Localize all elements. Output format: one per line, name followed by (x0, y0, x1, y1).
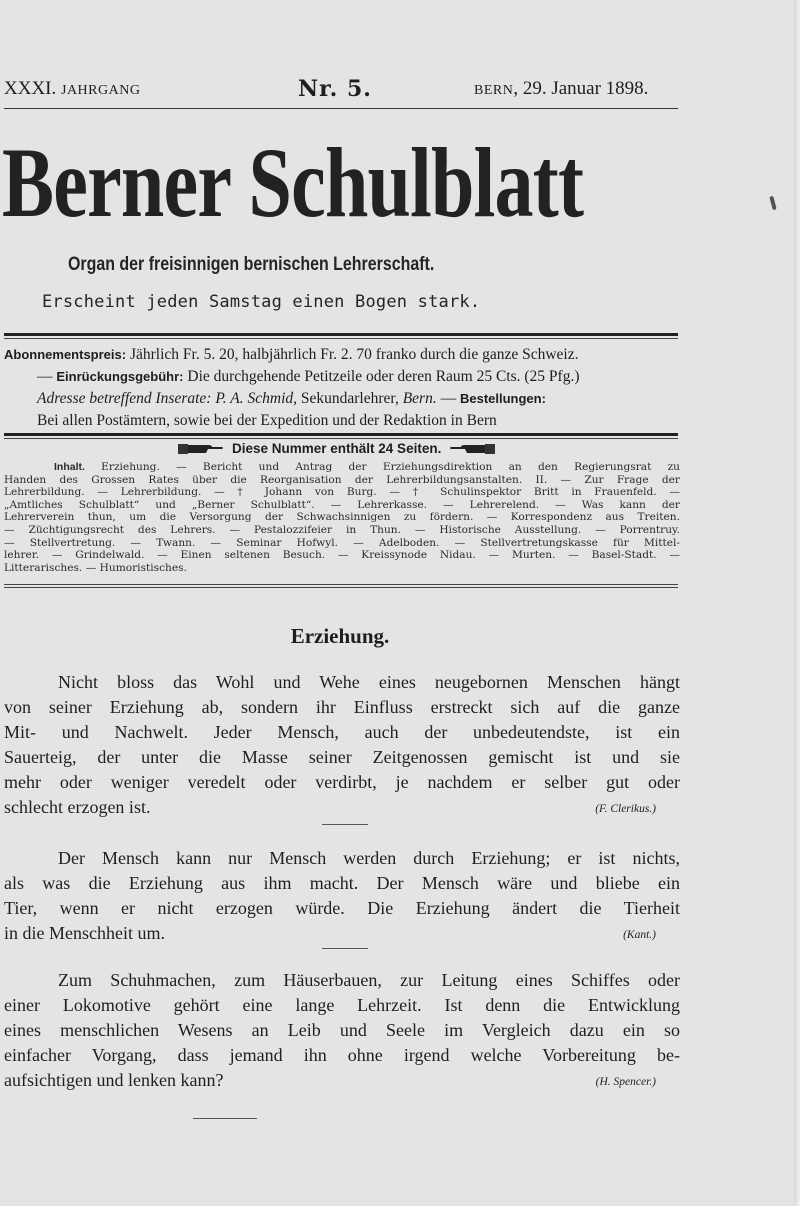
masthead (4, 76, 680, 106)
pointing-hand-left-icon (449, 443, 495, 455)
issue-date (474, 78, 648, 100)
ads-line (4, 388, 684, 410)
text-line: einfacher Vorgang, dass jemand ihn ohne irgend welche Vorbereitung be- (4, 1045, 680, 1065)
double-rule (4, 333, 678, 339)
notice-text: Diese Nummer enthält 24 Seiten. (232, 441, 442, 456)
text-line: Tier, wenn er nicht erzogen würde. Die Erziehung ändert die Tierheit (4, 898, 680, 918)
date: , 29. Januar 1898. (513, 78, 649, 99)
text-line (4, 795, 680, 820)
quote-author: (Kant.) (623, 929, 656, 941)
text-line: Der Mensch kann nur Mensch werden durch Erziehung; er ist nichts, (58, 848, 680, 868)
quote-author: (F. Clerikus.) (595, 803, 656, 815)
fee-line (4, 366, 684, 388)
text-line: Sauerteig, der unter die Masse seiner Zeitgenossen gemischt ist und sie (4, 747, 680, 767)
separator (322, 824, 368, 825)
double-rule (4, 584, 678, 588)
text-line-end: aufsichtigen und lenken kann? (4, 1070, 224, 1090)
text-line: Mit- und Nachwelt. Jeder Mensch, auch der unbedeutendste, ist ein (4, 722, 680, 742)
ads-role: Sekundarlehrer, (297, 390, 403, 407)
ads-city: Bern. (402, 390, 437, 407)
masthead-rule (4, 108, 678, 109)
ads-label: Adresse betreffend Inserate: P. A. Schmid, (37, 390, 298, 407)
contents-line: Handen des Grossen Rates über die Reorganisation der Lehrerbildungsanstalten. II. — Zur Frage der (4, 473, 680, 486)
separator (322, 948, 368, 949)
contents-line: — Stellvertretung. — Twann. — Seminar Hofwyl. — Adelboden. — Stellvertretungskasse für Mittel- (4, 536, 680, 549)
fee-label: Einrückungsgebühr: (56, 369, 184, 384)
quote-clerikus (4, 670, 680, 820)
contents-line: Lehrerverein thun, um die Versorgung der Schwachsinnigen zu fördern. — Korrespondenz aus Treiten. (4, 511, 680, 524)
contents-line: Lehrerbildung. — Lehrerbildung. — † Johann von Burg. — † Schulinspektor Britt in Frauenfeld. — (4, 486, 680, 499)
pointing-hand-right-icon (178, 443, 224, 455)
price-text: Jährlich Fr. 5. 20, halbjährlich Fr. 2. 70 franko durch die ganze Schweiz. (126, 346, 579, 363)
subtitle: Organ der freisinnigen bernischen Lehrerschaft. (68, 254, 435, 275)
fee-text: Die durchgehende Petitzeile oder deren Raum 25 Cts. (25 Pfg.) (183, 368, 580, 385)
orders-line: Bei allen Postämtern, sowie bei der Expedition und der Redaktion in Bern (37, 412, 497, 429)
fee-prefix: — (37, 368, 57, 385)
contents-line: „Amtliches Schulblatt“ und „Berner Schulblatt“. — Lehrerkasse. — Lehrerelend. — Was kann der (4, 498, 680, 511)
place: BERN (474, 83, 514, 98)
contents-line: lehrer. — Grindelwald. — Einen seltenen Besuch. — Kreissynode Nidau. — Murten. — Basel-Stadt. — (4, 549, 680, 562)
price-line (4, 344, 684, 366)
text-line: eines menschlichen Wesens an Leib und Seele im Vergleich dazu ein so (4, 1020, 680, 1040)
table-of-contents (4, 461, 680, 574)
quote-spencer (4, 968, 680, 1093)
subscription-info (4, 344, 684, 432)
page-count-notice (178, 441, 495, 456)
orders-sep: — (436, 390, 460, 407)
text-line: mehr oder weniger veredelt oder verdirbt, je nachdem er selber gut oder (4, 772, 680, 792)
contents-line: Litterarisches. — Humoristisches. (4, 561, 187, 574)
issue-number: Nr. 5. (298, 76, 372, 102)
text-line: von seiner Erziehung ab, sondern ihr Einfluss erstreckt sich auf die ganze (4, 697, 680, 717)
orders-label: Bestellungen: (459, 391, 546, 406)
ink-speck (769, 196, 776, 211)
text-line-end: schlecht erzogen ist. (4, 797, 151, 817)
volume (4, 78, 140, 100)
price-label: Abonnementspreis: (4, 347, 127, 362)
text-line (4, 921, 680, 946)
double-rule (4, 433, 678, 439)
contents-label: Inhalt. (54, 461, 85, 473)
page-edge (794, 0, 800, 1206)
contents-line (4, 461, 680, 474)
contents-text: Erziehung. — Bericht und Antrag der Erziehungsdirektion an den Regierungsrat zu (84, 461, 680, 473)
section-heading: Erziehung. (290, 624, 390, 648)
text-line: Zum Schuhmachen, zum Häuserbauen, zur Leitung eines Schiffes oder (58, 970, 680, 990)
separator (193, 1118, 257, 1119)
text-line (4, 1068, 680, 1093)
text-line: Nicht bloss das Wohl und Wehe eines neugebornen Menschen hängt (58, 672, 680, 692)
newspaper-title: Berner Schulblatt (2, 127, 584, 238)
volume-roman: XXXI. (4, 78, 57, 99)
quote-kant (4, 846, 680, 946)
text-line: als was die Erziehung aus ihm macht. Der Mensch wäre und bliebe ein (4, 873, 680, 893)
volume-word: JAHRGANG (61, 83, 141, 98)
text-line: einer Lokomotive gehört eine lange Lehrzeit. Ist denn die Entwicklung (4, 995, 680, 1015)
text-line-end: in die Menschheit um. (4, 923, 165, 943)
quote-author: (H. Spencer.) (595, 1076, 656, 1088)
contents-line: — Züchtigungsrecht des Lehrers. — Pestalozzifeier in Thun. — Historische Ausstellung. — Porrentruy. (4, 523, 680, 536)
publication-frequency: Erscheint jeden Samstag einen Bogen stark. (42, 292, 481, 312)
